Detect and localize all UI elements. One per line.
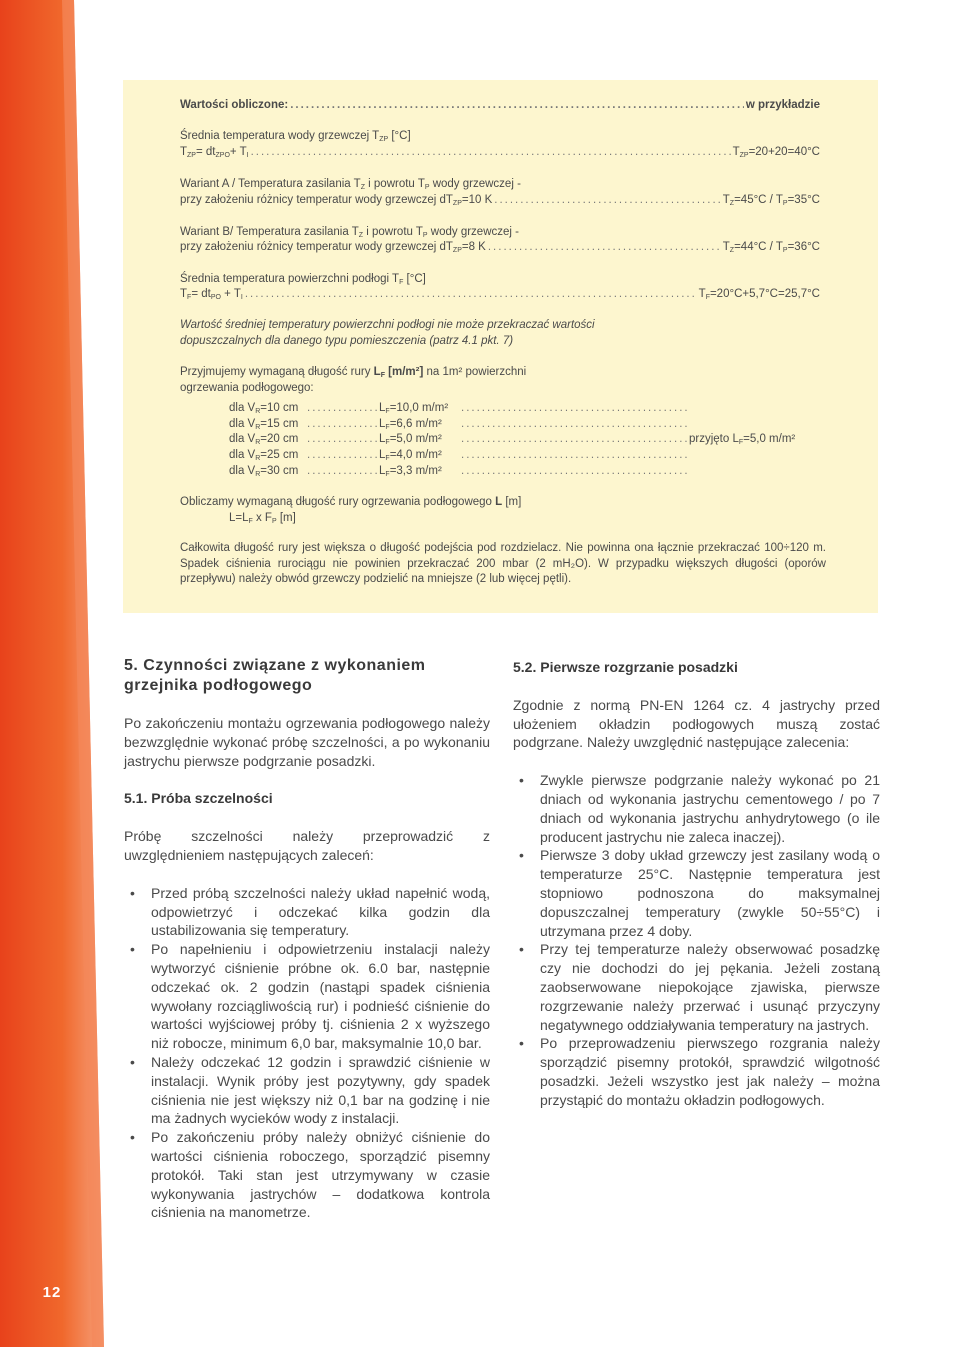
length-intro-line1: Przyjmujemy wymaganą długość rury $L_F$ [m/m²] na 1m² powierzchni	[180, 366, 527, 379]
list-item: • Należy odczekać 12 godzin i sprawdzić ciśnienie w instalacji. Wynik próby jest pozytywny, gdy spadek ciśnienia nie jest większy niż 0,1 bar na godzinę i nie ma żadnych wycieków wody z instalacji.	[124, 1053, 490, 1128]
length-row: dla $V_R=20$ cm ..... $L_F=5,0$ m/m² ..... przyjęto $L_F=5,0$ m/m²	[229, 432, 795, 450]
length-row: dla $V_R=15$ cm ..... $L_F=6,6$ m/m² .....	[229, 417, 687, 435]
length-row: dla $V_R=25$ cm ..... $L_F=4,0$ m/m² .....	[229, 448, 687, 466]
avg-water-title: Średnia temperatura wody grzewczej $T_{ZP}$ [°C]	[180, 130, 411, 143]
calculation-box	[123, 80, 878, 613]
final-paragraph: Całkowita długość rury jest większa o długość podejścia pod rozdzielacz. Nie powinna ona łącznie przekraczać 100÷120 m. Spadek ciśnienia rurociągu nie powinien przekraczać 200 mbar (2 mH₂O). W przypadku większych długości (oporów przepływu) należy obwód grzewczy podzielić na mniejsze (2 lub więcej pętli).	[180, 542, 826, 585]
section-heading: 5. Czynności związane z wykonaniem grzejnika podłogowego	[124, 657, 426, 694]
subheading-5-1: 5.1. Próba szczelności	[124, 790, 273, 807]
avg-water-formula: $T_{ZP}= dt_{ZPO}+ T_I$ ..... $T_{ZP}=20+20=40^\circ C$	[180, 145, 820, 163]
list-item: • Pierwsze 3 doby układ grzewczy jest zasilany wodą o temperaturze 25°C. Następnie temperatura jest stopniowo podnoszona do maksymalnej dopuszczalnej temperatury (zwykle 50÷55°C) i utrzymana przez 4 doby.	[513, 846, 880, 940]
list-item: • Po zakończeniu próby należy obniżyć ciśnienie do wartości ciśnienia roboczego, sporządzić pisemny protokół. Taki stan jest utrzymywany w czasie wykonywania jastrychów – dodatkowa kontrola ciśnienia na manometrze.	[124, 1128, 490, 1222]
variant-a-line1: Wariant A / Temperatura zasilania $T_Z$ i powrotu $T_P$ wody grzewczej -	[180, 178, 521, 191]
floor-temp-formula: $T_F= dt_{PO} + T_I$ ..... $T_F=20^\circ C+5,7^\circ C=25,7^\circ C$	[180, 287, 820, 305]
page-number: 12	[42, 1284, 62, 1301]
intro-paragraph: Po zakończeniu montażu ogrzewania podłogowego należy bezwzględnie wykonać próbę szczelności, a po wykonaniu jastrychu pierwsze podgrzanie posadzki.	[124, 715, 490, 769]
total-length-line: Obliczamy wymaganą długość rury ogrzewania podłogowego L [m]	[180, 496, 522, 508]
note-line1: Wartość średniej temperatury powierzchni podłogi nie może przekraczać wartości	[180, 319, 595, 331]
right-column	[513, 656, 880, 1110]
list-item: • Zwykle pierwsze podgrzanie należy wykonać po 21 dniach od wykonania jastrychu cementowego / po 7 dniach od wykonania jastrychu anhydrytowego (o ile producent jastrychu nie zaleca inaczej).	[513, 771, 880, 846]
list-item: • Przy tej temperaturze należy obserwować posadzkę czy nie dochodzi do jej pękania. Jeżeli zostaną zaobserwowane niepokojące zjawiska, pierwsze rozgrzewanie należy przerwać i usunąć przyczyny negatywnego oddziaływania temperatury na jastrych.	[513, 940, 880, 1034]
list-item: • Po przeprowadzeniu pierwszego rozgrania należy sporządzić pisemny protokół, sprawdzić wilgotność posadzki. Jeżeli wszystko jest jak należy – można przystąpić do montażu okładzin podłogowych.	[513, 1034, 880, 1109]
lead-paragraph: Próbę szczelności należy przeprowadzić z uwzględnieniem następujących zaleceń:	[124, 828, 490, 863]
heating-steps-list	[513, 771, 880, 1109]
length-row: dla $V_R=10$ cm ..... $L_F=10,0$ m/m² .....	[229, 401, 687, 419]
list-item: • Po napełnieniu i odpowietrzeniu instalacji należy wytworzyć ciśnienie próbne ok. 6.0 bar, następnie odczekać ok. 2 godzin (nastąpi spadek ciśnienia wywołany rozciągliwością rur) i podnieść ciśnienie do wartości wyjściowej próby tj. ciśnienia 2 x wyższego niż robocze, minimum 6,0 bar, maksymalnie 10,0 bar.	[124, 940, 490, 1053]
total-length-formula: $L=L_F$ x $F_P$ [m]	[229, 512, 296, 525]
variant-b-line2: przy założeniu różnicy temperatur wody grzewczej $dT_{ZP}=8$ K ..... $T_Z=44^\circ C / T_P=36^\circ C$	[180, 240, 820, 258]
floor-temp-title: Średnia temperatura powierzchni podłogi $T_F$ [°C]	[180, 273, 426, 286]
subheading-5-2: 5.2. Pierwsze rozgrzanie posadzki	[513, 659, 738, 675]
length-row: dla $V_R=30$ cm ..... $L_F=3,3$ m/m² .....	[229, 464, 687, 482]
accepted-value: przyjęto $L_F=5,0$ m/m²	[689, 433, 796, 446]
list-item: • Przed próbą szczelności należy układ napełnić wodą, odpowietrzyć i odczekać kilka godzin dla ustabilizowania się temperatury.	[124, 884, 490, 940]
variant-a-line2: przy założeniu różnicy temperatur wody grzewczej $dT_{ZP}=10$ K ..... $T_Z=45^\circ C / T_P=35^\circ C$	[180, 193, 820, 211]
calc-title: Wartości obliczone: ..... w przykładzie	[180, 98, 820, 112]
left-column	[124, 656, 490, 1222]
length-intro-line2: ogrzewania podłogowego:	[180, 382, 314, 394]
intro-paragraph: Zgodnie z normą PN-EN 1264 cz. 4 jastrychy przed ułożeniem okładzin podłogowych muszą zostać podgrzane. Należy uwzględnić następujące zalecenia:	[513, 696, 880, 751]
note-line2: dopuszczalnych dla danego typu pomieszczenia (patrz 4.1 pkt. 7)	[180, 335, 514, 347]
test-steps-list	[124, 884, 490, 1222]
variant-b-line1: Wariant B/ Temperatura zasilania $T_Z$ i powrotu $T_P$ wody grzewczej -	[180, 226, 519, 239]
